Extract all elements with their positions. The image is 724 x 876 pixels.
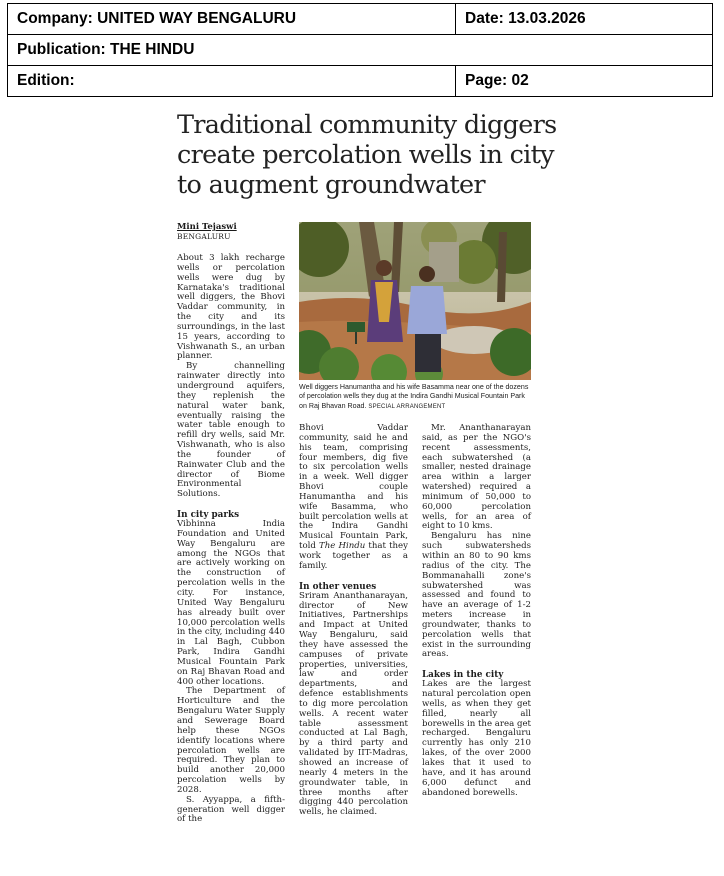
- article-column-2: [299, 424, 408, 818]
- paragraph: Mr. Ananthanarayan said, as per the NGO's recent assessments, each subwatershed (a smaller, nested drainage area within a larger watershed) required a minimum of 50,000 to 60,000 percolation wells, for an area of eight to 10 kms.: [422, 423, 531, 532]
- publication-name-italic: The Hindu: [319, 541, 366, 552]
- headline-line-1: Traditional community diggers: [177, 110, 557, 140]
- paragraph: [299, 424, 408, 572]
- headline-line-2: create percolation wells in city: [177, 140, 554, 170]
- article-column-3: [422, 424, 531, 798]
- paragraph: S. Ayyappa, a fifth-generation well digger of the: [177, 794, 285, 825]
- company-cell: Company: UNITED WAY BENGALURU: [8, 4, 456, 34]
- header-row-edition: [8, 65, 712, 96]
- article-column-1: [177, 254, 285, 825]
- publication-cell: Publication: THE HINDU: [17, 41, 195, 58]
- edition-cell: Edition:: [8, 66, 456, 96]
- photo-caption: [299, 383, 531, 412]
- subheading-city-parks: In city parks: [177, 510, 240, 521]
- author-name: Mini Tejaswi: [177, 222, 237, 232]
- dateline-location: BENGALURU: [177, 232, 231, 241]
- paragraph-text: Bhovi Vaddar community, said he and his team, comprising four members, dig five to six percolation wells in a week. Well digger Bhovi couple Hanumantha and his wife Basamma, who built percolation wells at the Indira Gandhi Musical Fountain Park, told: [299, 423, 408, 552]
- paragraph: By channelling rainwater directly into underground aquifers, they replenish the natural water bank, eventually raising the water table enough to refill dry wells, said Mr. Vishwanath, who is also the founder of Rainwater Club and the director of Biome Environmental Solutions.: [177, 361, 285, 500]
- header-row-company: [8, 4, 712, 34]
- subheading-other-venues: In other venues: [299, 581, 377, 592]
- byline: [177, 222, 297, 242]
- paragraph: Lakes are the largest natural percolation open wells, as when they get filled, nearly all borewells in the area get recharged. Bengaluru currently has only 210 lakes, of the over 2000 lakes that it used to have, and it has around 6,000 defunct and abandoned borewells.: [422, 679, 531, 798]
- date-cell: Date: 13.03.2026: [465, 10, 586, 27]
- paragraph: Sriram Ananthanarayan, director of New Initiatives, Partnerships and Impact at United Way Bengaluru, said they have assessed the campuses of private properties, universities, law and order departments, and defence establishments to dig more percolation wells. A recent water table assessment conducted at Lal Bagh, by a third party and validated by IIT-Madras, showed an increase of nearly 4 meters in the groundwater table, in three months after digging 440 percolation wells, he claimed.: [299, 590, 408, 818]
- header-row-publication: [8, 34, 712, 65]
- headline-line-3: to augment groundwater: [177, 170, 485, 200]
- paragraph-text: that they work together as a family.: [299, 541, 408, 571]
- photo-well-diggers-illustration: [299, 222, 531, 380]
- paragraph: Bengaluru has nine such subwatersheds within an 80 to 90 kms radius of the city. The Bommanahalli zone's subwatershed was assessed and found to have an average of 1-2 meters increase in groundwater, thanks to percolation wells that exist in the surrounding areas.: [422, 531, 531, 660]
- caption-text: Well diggers Hanumantha and his wife Basamma near one of the dozens of percolation wells they dug at the Indira Gandhi Musical Fountain Park on Raj Bhavan Road.: [299, 383, 529, 410]
- subheading-lakes-in-city: Lakes in the city: [422, 670, 504, 681]
- photo-credit: SPECIAL ARRANGEMENT: [368, 403, 446, 410]
- article-headline: [177, 110, 557, 200]
- paragraph: About 3 lakh recharge wells or percolation wells were dug by Karnataka's traditional well diggers, the Bhovi Vaddar community, in the city and its surroundings, in the last 15 years, according to Vishwanath S., an urban planner.: [177, 253, 285, 362]
- article-photo: [299, 222, 531, 380]
- page-cell: Page: 02: [465, 72, 529, 89]
- paragraph: Vibhinna India Foundation and United Way Bengaluru are among the NGOs that are actively working on the construction of percolation wells in the city. For instance, United Way Bengaluru has already built over 10,000 percolation wells in the city, including 440 in Lal Bagh, Cubbon Park, Indira Gandhi Musical Fountain Park on Raj Bhavan Road and 400 other locations.: [177, 519, 285, 687]
- clipping-header-table: [7, 3, 713, 97]
- paragraph: The Department of Horticulture and the Bengaluru Water Supply and Sewerage Board help these NGOs identify locations where percolation wells are required. They plan to build another 20,000 percolation wells by 2028.: [177, 686, 285, 795]
